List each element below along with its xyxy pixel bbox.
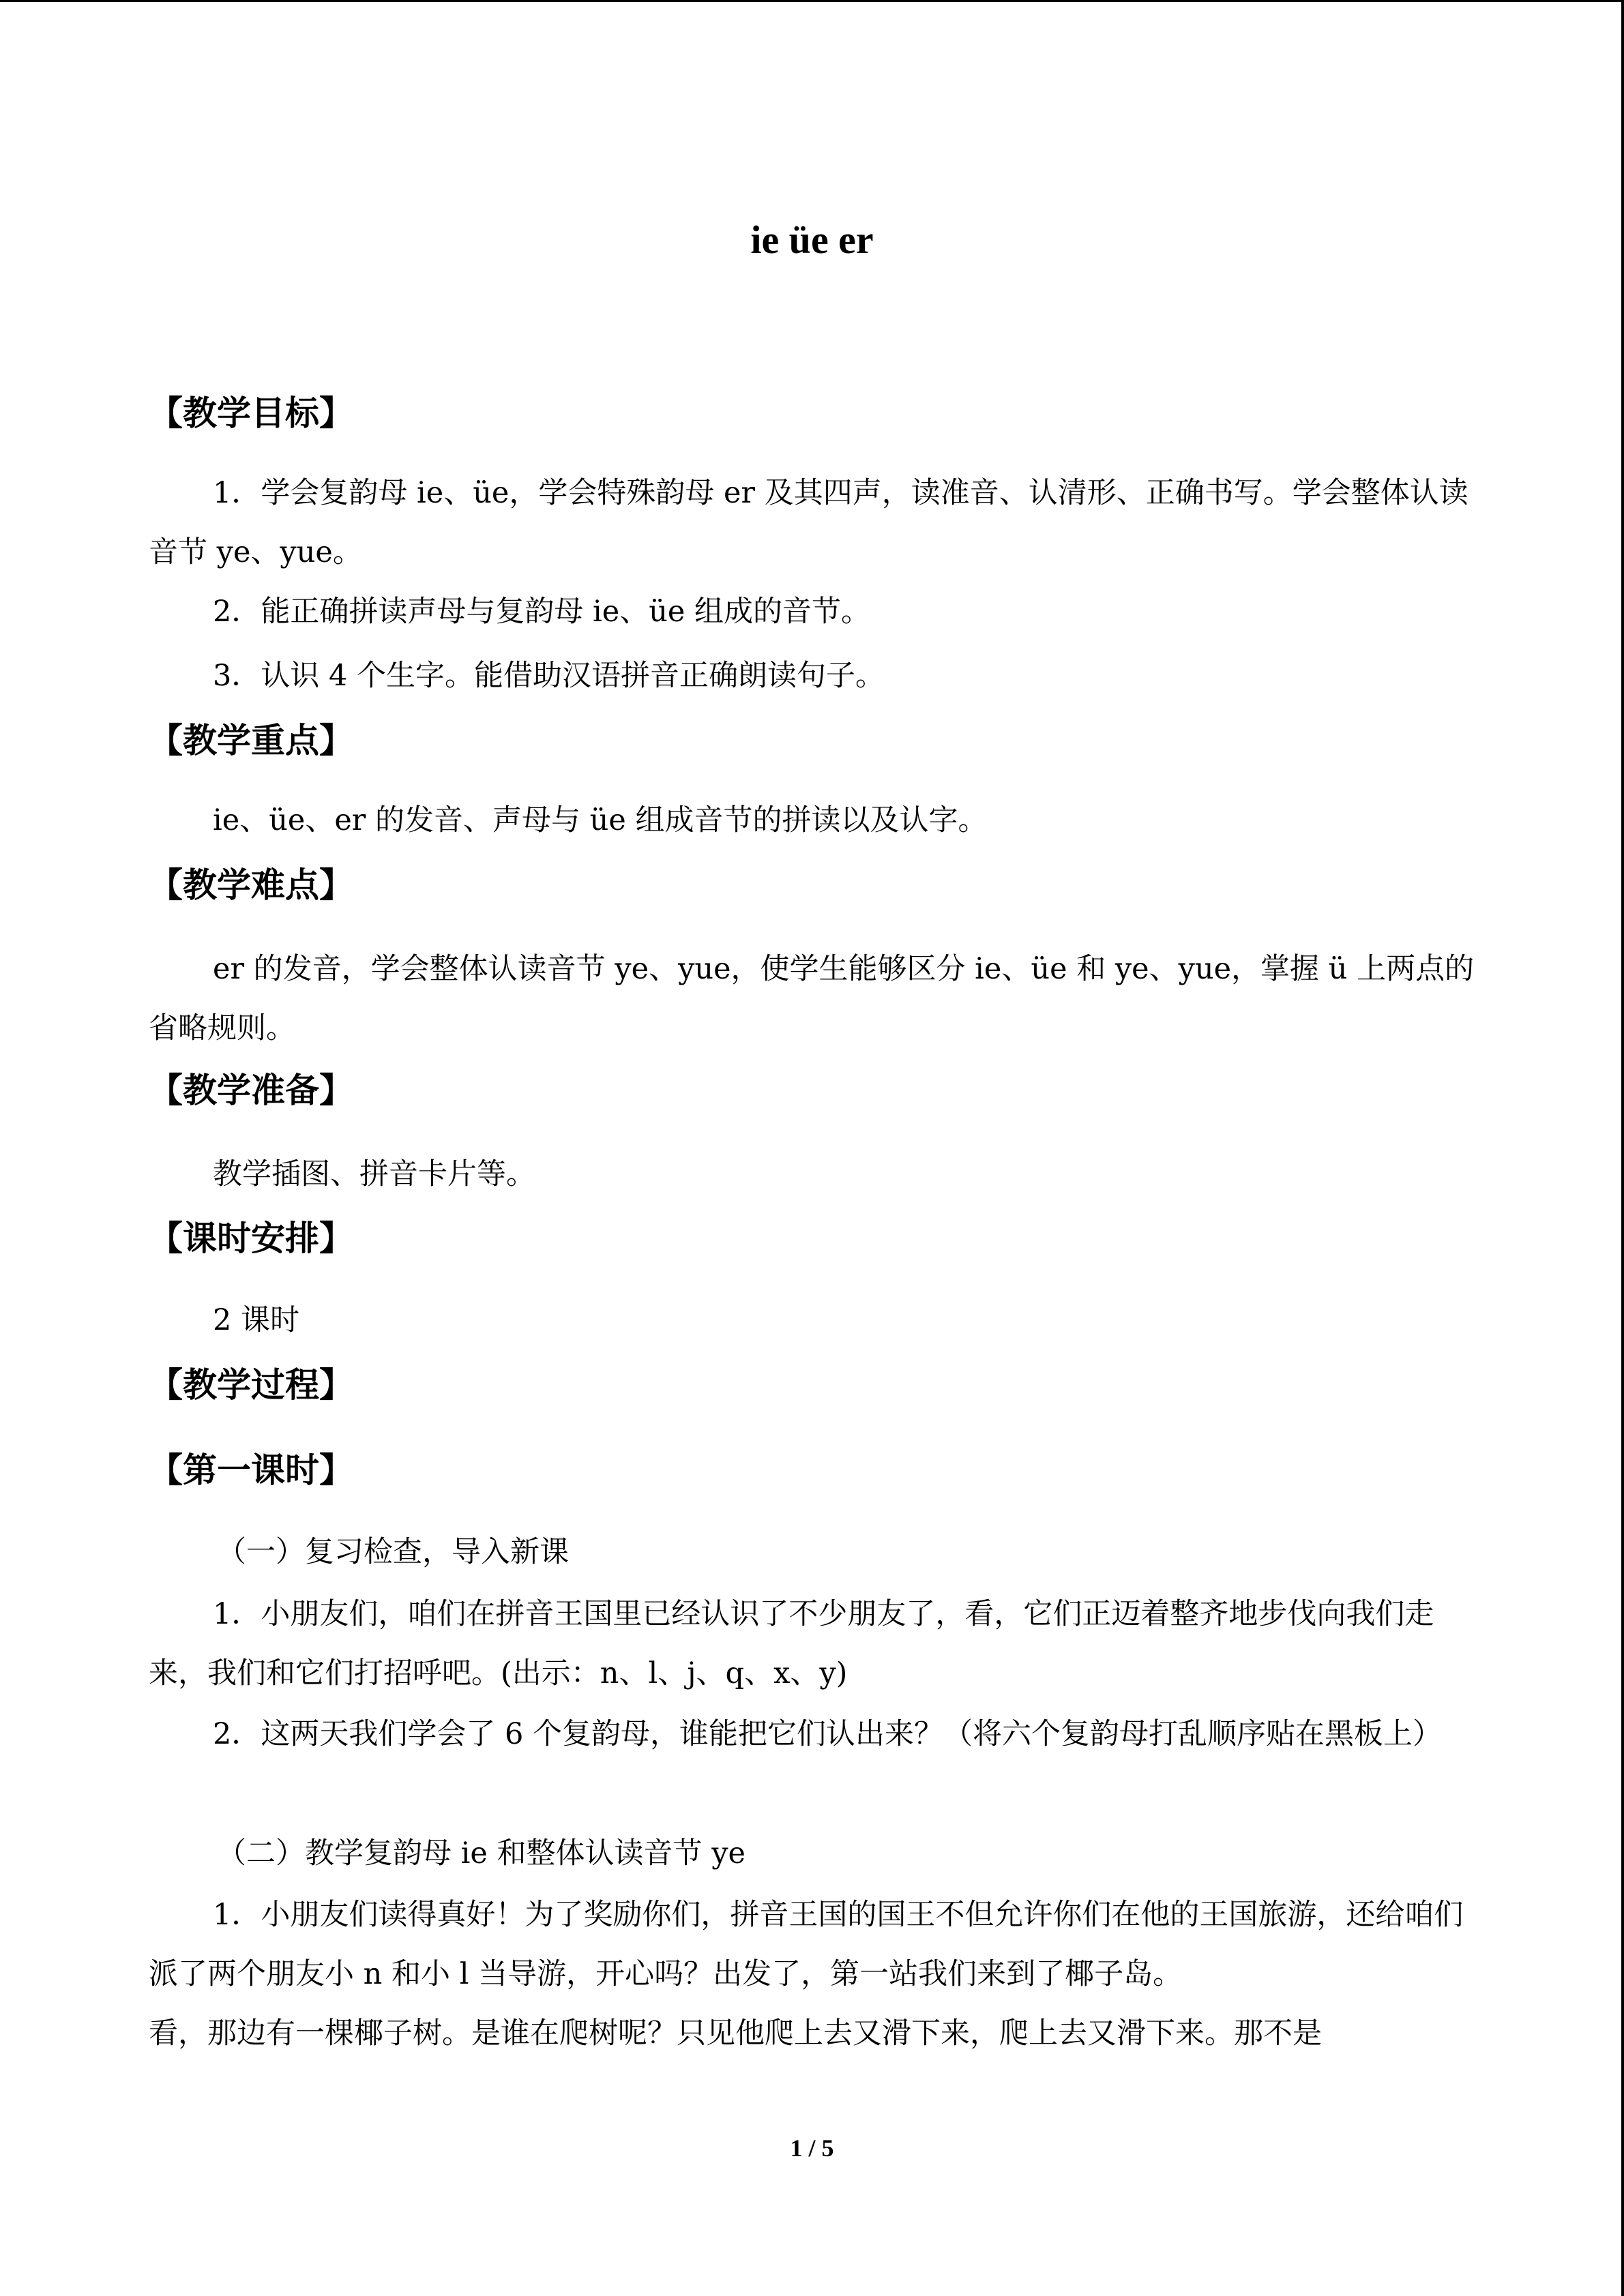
lesson-one-part2-continuation: 看，那边有一棵椰子树。是谁在爬树呢？只见他爬上去又滑下来，爬上去又滑下来。那不是 [149, 2016, 1322, 2051]
heading-process: 【教学过程】 [149, 1365, 353, 1405]
page-top-border [0, 0, 1624, 2]
lesson-one-part2-item-1: 1．小朋友们读得真好！为了奖励你们，拼音王国的国王不但允许你们在他的王国旅游，还给咱们派了两个朋友小 n 和小 l 当导游，开心吗？出发了，第一站我们来到了椰子岛。 [149, 1898, 1464, 1991]
key-points-text: ie、üe、er 的发音、声母与 üe 组成音节的拼读以及认字。 [213, 803, 988, 837]
heading-preparation: 【教学准备】 [149, 1071, 353, 1110]
difficulties-text: er 的发音，学会整体认读音节 ye、yue，使学生能够区分 ie、üe 和 ye、yue，掌握 ü 上两点的省略规则。 [149, 952, 1475, 1045]
page-right-border [1621, 0, 1624, 2296]
goal-item-2: 2．能正确拼读声母与复韵母 ie、üe 组成的音节。 [213, 595, 871, 629]
goal-item-1: 1．学会复韵母 ie、üe，学会特殊韵母 er 及其四声，读准音、认清形、正确书写。学会整体认读音节 ye、yue。 [149, 476, 1468, 569]
goal-item-3: 3．认识 4 个生字。能借助汉语拼音正确朗读句子。 [213, 659, 885, 693]
lesson-one-part1-item-2: 2．这两天我们学会了 6 个复韵母，谁能把它们认出来？（将六个复韵母打乱顺序贴在黑板上） [213, 1717, 1443, 1751]
lesson-one-part1-title: （一）复习检查，导入新课 [217, 1535, 569, 1569]
heading-key-points: 【教学重点】 [149, 721, 353, 760]
preparation-text: 教学插图、拼音卡片等。 [213, 1157, 535, 1191]
heading-teaching-goals: 【教学目标】 [149, 393, 353, 433]
heading-schedule: 【课时安排】 [149, 1219, 353, 1258]
heading-difficulties: 【教学难点】 [149, 865, 353, 905]
lesson-one-part1-item-1: 1．小朋友们，咱们在拼音王国里已经认识了不少朋友了，看，它们正迈着整齐地步伐向我们走来，我们和它们打招呼吧。(出示：n、l、j、q、x、y) [149, 1597, 1434, 1690]
schedule-text: 2 课时 [213, 1303, 300, 1337]
lesson-one-part2-title: （二）教学复韵母 ie 和整体认读音节 ye [217, 1836, 745, 1870]
heading-lesson-one: 【第一课时】 [149, 1450, 353, 1490]
page-number: 1 / 5 [790, 2134, 834, 2162]
document-title: ie üe er [750, 218, 874, 262]
